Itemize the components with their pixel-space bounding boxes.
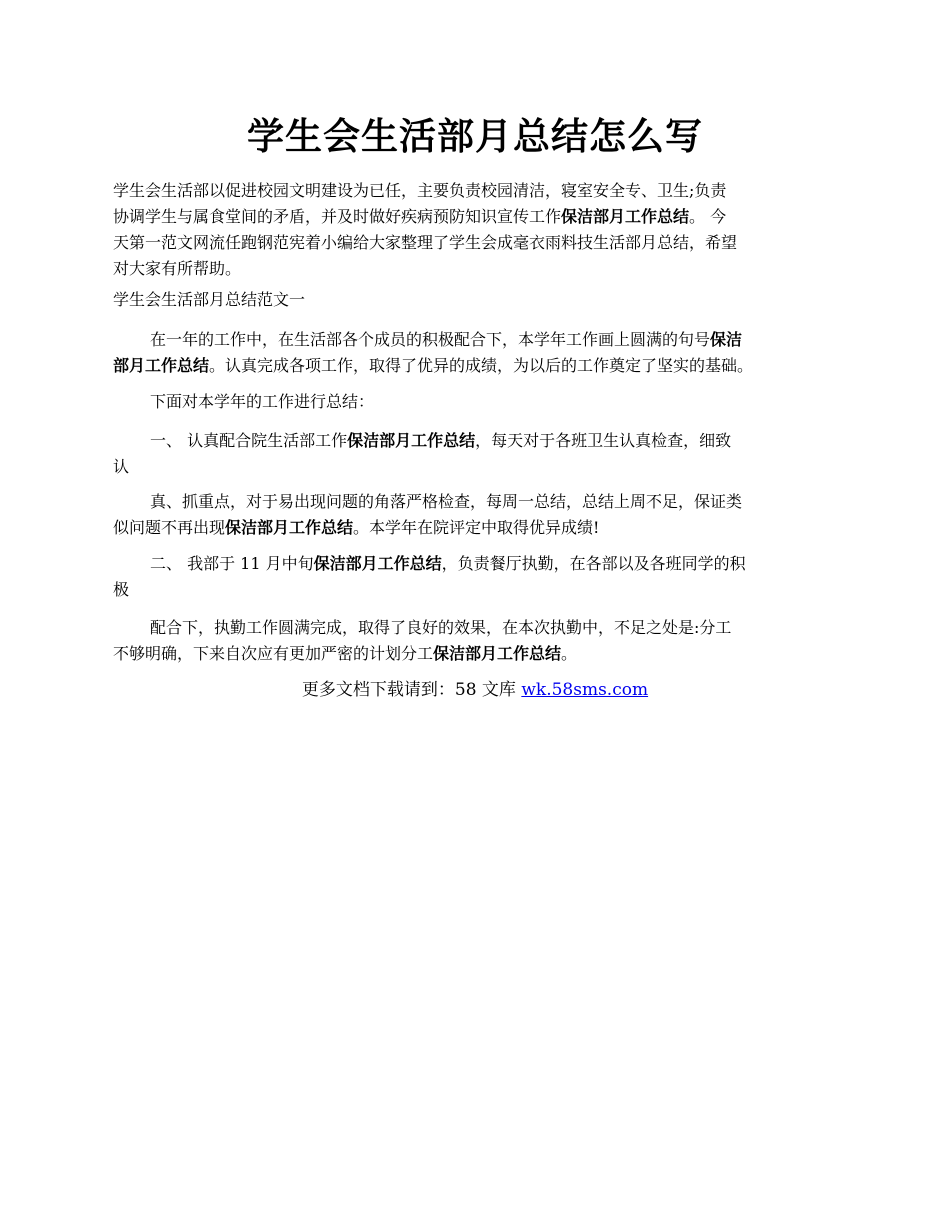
- keyword-highlight: 保洁部月工作总结: [347, 431, 476, 450]
- intro-paragraph: [113, 178, 843, 282]
- paragraph-3-line-1: [113, 428, 843, 454]
- paragraph-1: [113, 327, 843, 379]
- paragraph-3: [113, 428, 843, 480]
- footer-text: 更多文档下载请到：58 文库: [301, 680, 522, 700]
- paragraph-4-line-1: 真、抓重点，对于易出现问题的角落严格检查，每周一总结，总结上周不足，保证类: [150, 492, 743, 511]
- intro-line-2-text: 协调学生与属食堂间的矛盾，并及时做好疾病预防知识宣传工作: [113, 207, 562, 226]
- paragraph-4-line-2: [113, 515, 843, 541]
- keyword-highlight: 保洁部月工作总结: [225, 518, 354, 537]
- keyword-highlight: 保洁部月工作总结: [561, 207, 690, 226]
- paragraph-1-line-2-text: 。认真完成各项工作，取得了优异的成绩，为以后的工作奠定了坚实的基础。: [209, 356, 754, 375]
- intro-line-1: 学生会生活部以促进校园文明建设为已任，主要负责校园清洁，寝室安全专、卫生;负责: [113, 181, 727, 200]
- paragraph-3-line-1-tail: ，每天对于各班卫生认真检查，细致: [475, 431, 732, 450]
- keyword-highlight: 保洁部月工作总结: [313, 554, 442, 573]
- paragraph-6-line-1: 配合下，执勤工作圆满完成，取得了良好的效果，在本次执勤中，不足之处是:分工: [150, 618, 732, 637]
- intro-line-3: 天第一范文网流任跑钢范宪着小编给大家整理了学生会成毫衣雨料技生活部月总结，希望: [113, 233, 738, 252]
- paragraph-5: [113, 551, 843, 603]
- paragraph-5-line-2: 极: [113, 580, 130, 599]
- intro-line-2: [113, 204, 843, 230]
- intro-line-4: 对大家有所帮助。: [113, 259, 242, 278]
- paragraph-4: [113, 489, 843, 541]
- section-heading-text: 学生会生活部月总结范文一: [113, 290, 306, 309]
- paragraph-1-line-2: [113, 353, 843, 379]
- paragraph-6-line-2-tail: 。: [561, 644, 578, 663]
- paragraph-4-line-2-tail: 。本学年在院评定中取得优异成绩!: [353, 518, 600, 537]
- paragraph-1-line-1-text: 在一年的工作中，在生活部各个成员的积极配合下，本学年工作画上圆满的句号: [150, 330, 711, 349]
- keyword-highlight: 部月工作总结: [113, 356, 210, 375]
- paragraph-3-line-1-text: 一、 认真配合院生活部工作: [150, 431, 348, 450]
- document-title: 学生会生活部月总结怎么写: [247, 114, 703, 158]
- paragraph-1-line-1: [113, 327, 843, 353]
- footer-link[interactable]: wk.58sms.com: [521, 680, 649, 700]
- paragraph-6-line-2: [113, 641, 843, 667]
- section-heading: [113, 287, 843, 313]
- intro-line-2-tail: 。 今: [689, 207, 727, 226]
- keyword-highlight: 保洁: [710, 330, 743, 349]
- keyword-highlight: 保洁部月工作总结: [433, 644, 562, 663]
- paragraph-5-line-1: [113, 551, 843, 577]
- paragraph-3-line-2: 认: [113, 457, 130, 476]
- paragraph-4-line-2-text: 似问题不再出现: [113, 518, 226, 537]
- paragraph-2-text: 下面对本学年的工作进行总结：: [150, 392, 375, 411]
- paragraph-6-line-2-text: 不够明确，下来自次应有更加严密的计划分工: [113, 644, 434, 663]
- paragraph-5-line-1-text: 二、 我部于 11 月中旬: [150, 554, 314, 573]
- paragraph-5-line-1-tail: ，负责餐厅执勤，在各部以及各班同学的积: [441, 554, 746, 573]
- paragraph-2: [113, 389, 843, 415]
- download-footer: [113, 677, 837, 703]
- paragraph-6: [113, 615, 843, 667]
